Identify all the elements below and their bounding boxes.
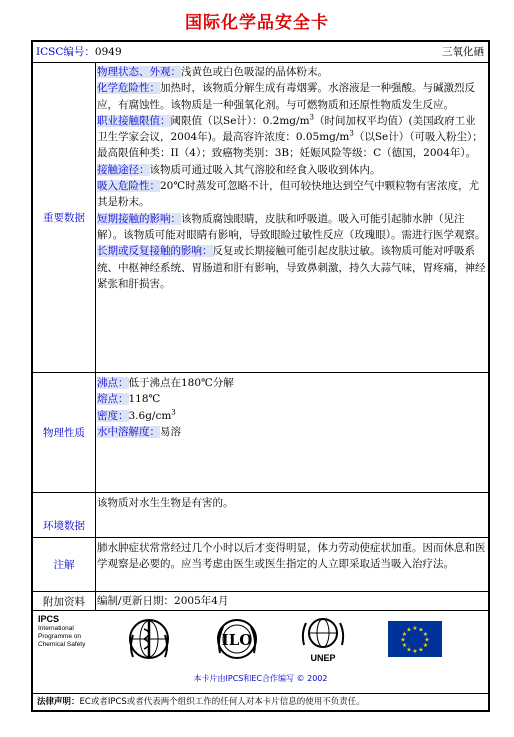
svg-text:★: ★ <box>418 646 424 654</box>
physical-properties-content <box>97 375 486 440</box>
svg-text:★: ★ <box>400 636 406 644</box>
inhalation-risk-para: 吸入危险性：20℃时蒸发可忽略不计，但可较快地达到空气中颗粒物有害浓度，尤其是粉末。 <box>97 180 480 209</box>
ilo-logo-icon <box>215 617 259 663</box>
physical-state-para: 物理状态、外观：浅黄色或白色吸湿的晶体粉末。 <box>97 66 328 78</box>
svg-text:★: ★ <box>406 646 412 654</box>
physical-properties-row <box>33 373 488 493</box>
partner-logos-footer <box>33 611 488 694</box>
important-data-row <box>33 62 488 373</box>
svg-text:★: ★ <box>422 642 429 649</box>
boiling-point: 沸点：低于沸点在180℃分解 <box>97 377 234 389</box>
notes-row <box>33 538 488 592</box>
physical-properties-label: 物理性质 <box>33 373 96 492</box>
notes-text: 肺水肿症状常常经过几个小时以后才变得明显，体力劳动使症状加重。因而休息和医学观察是必要的。应当考虑由医生或医生指定的人立即采取适当吸入治疗法。 <box>97 542 486 571</box>
long-term-effects-para: 长期或反复接触的影响：反复或长期接触可能引起皮肤过敏。该物质可能对呼吸系统、中枢神经系统、胃肠道和肝有影响，导致鼻刺激，持久大蒜气味，胃疼痛，神经紧张和肝损害。 <box>97 245 486 290</box>
additional-info-text: 编制/更新日期：2005年4月 <box>97 595 229 607</box>
important-data-content <box>97 64 486 292</box>
card-title: 国际化学品安全卡 <box>185 13 329 33</box>
unep-logo-icon <box>301 617 345 653</box>
environment-label: 环境数据 <box>33 493 96 537</box>
exposure-route-para: 接触途径：该物质可通过吸入其气溶胶和经食入吸收到体内。 <box>97 163 381 176</box>
environment-row <box>33 493 488 538</box>
svg-text:★: ★ <box>412 648 418 655</box>
chemical-danger-para: 化学危险性：加热时，该物质分解生成有毒烟雾。水溶液是一种强酸。与碱激烈反应，有腐蚀性。该物质是一种强氧化剂。与可燃物质和还原性物质发生反应。 <box>97 82 475 111</box>
legal-statement: 法律声明：EC或者IPCS或者代表两个组织工作的任何人对本卡片信息的使用不负责任。 <box>37 697 365 707</box>
svg-text:★: ★ <box>422 631 429 638</box>
svg-text:★: ★ <box>406 626 412 634</box>
svg-text:ILO: ILO <box>221 631 253 649</box>
svg-text:★: ★ <box>412 625 418 632</box>
ipcs-logo-text: IPCS International Programme on Chemical Safety <box>38 614 86 648</box>
svg-text:★: ★ <box>401 631 408 638</box>
environment-text: 该物质对水生生物是有害的。 <box>97 497 234 509</box>
icsc-number: ICSC编号：0949 <box>36 46 122 58</box>
substance-name: 三氧化硒 <box>442 46 484 58</box>
important-data-label: 重要数据 <box>33 62 96 372</box>
density: 密度：$3.6g/cm^3$ <box>97 408 176 422</box>
additional-info-row <box>33 592 488 611</box>
unep-label: UNEP <box>310 653 336 663</box>
credit-line: 本卡片由IPCS和EC合作编写 © 2002 <box>193 674 328 683</box>
notes-label: 注解 <box>33 538 96 591</box>
short-term-effects-para: 短期接触的影响：该物质腐蚀眼睛，皮肤和呼吸道。吸入可能引起肺水肿（见注解）。该物质可能对眼睛有影响，导致眼睑过敏性反应（玫瑰眼）。需进行医学观察。 <box>97 212 486 241</box>
eu-flag-icon <box>388 621 442 657</box>
water-solubility: 水中溶解度：易溶 <box>97 425 181 438</box>
who-logo-icon <box>127 617 171 663</box>
melting-point: 熔点：118℃ <box>97 393 161 406</box>
chemical-safety-card <box>31 40 490 712</box>
svg-text:★: ★ <box>418 626 424 634</box>
card-header-row <box>33 42 488 63</box>
additional-info-label: 附加资料 <box>33 592 96 610</box>
exposure-limit-para: 职业接触限值：阈限值（以Se计）：$0.2mg/m^3$（时间加权平均值）(美国政府工业卫生学家会议，2004年)。最高容许浓度：$0.05mg/m^3$（以Se计）（可吸入粉尘）；最高限值种类：II（4）；致癌物类别：3B；妊娠风险等级：C（德国，2004年）。 <box>97 113 483 160</box>
svg-text:★: ★ <box>424 636 430 644</box>
svg-text:★: ★ <box>401 642 408 649</box>
